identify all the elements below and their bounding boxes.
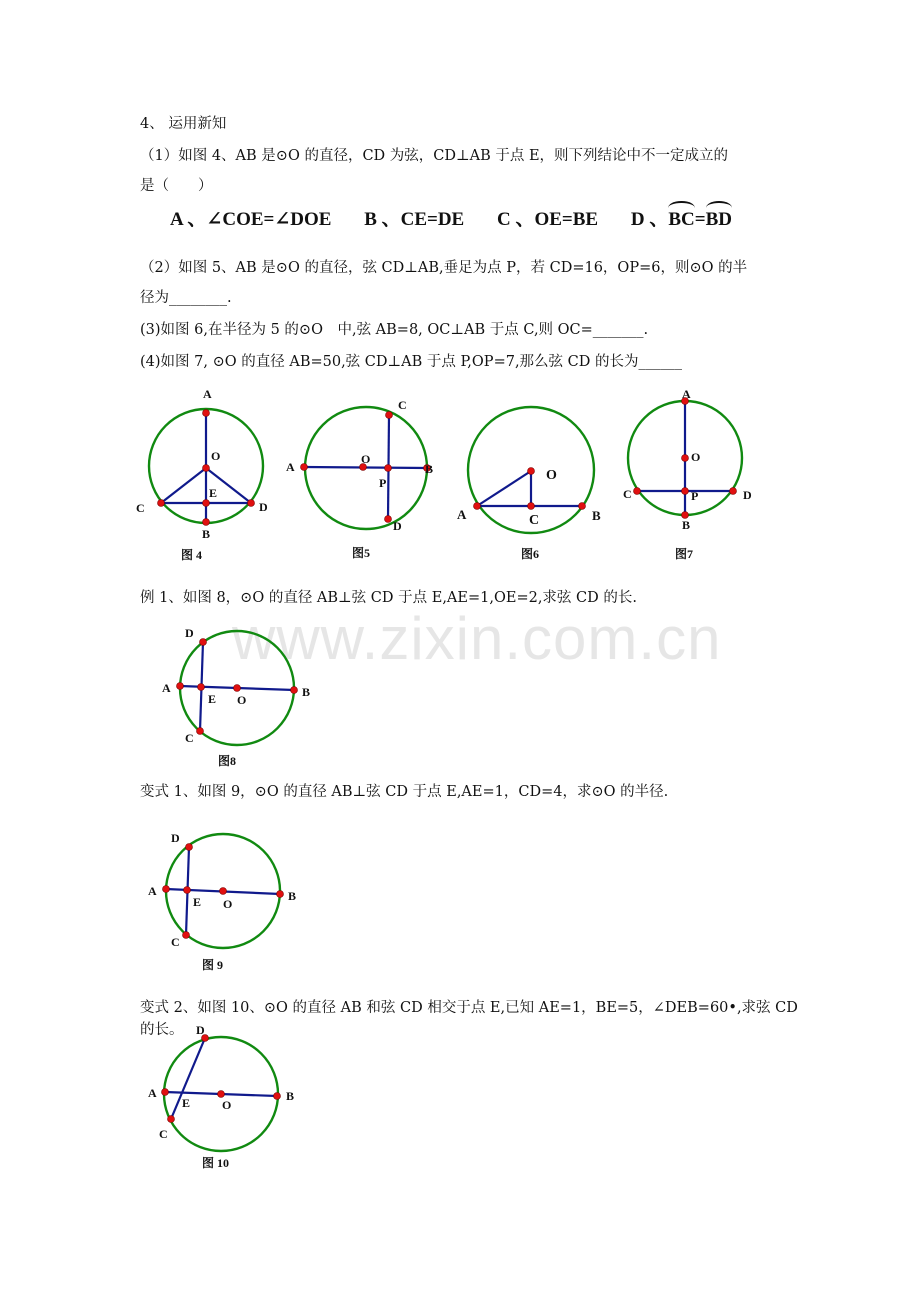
fig7-label-o: O [691, 450, 701, 464]
fig10-caption: 图 10 [202, 1156, 230, 1170]
fig5-caption: 图5 [352, 546, 371, 560]
fig4-label-e: E [209, 486, 218, 500]
fig5-point-c [386, 412, 393, 419]
fig5-label-a: A [286, 460, 295, 474]
fig10-label-a: A [148, 1086, 157, 1100]
fig8-point-b [291, 687, 298, 694]
fig7-label-d: D [743, 488, 752, 502]
fig5-label-p: P [379, 476, 387, 490]
fig6-label-c: C [529, 513, 540, 528]
fig10-point-o [218, 1091, 225, 1098]
fig10-label-e: E [182, 1096, 191, 1110]
fig9-point-e [184, 887, 191, 894]
variation-1-text: 变式 1、如图 9，⊙O 的直径 AB⊥弦 CD 于点 E,AE=1，CD=4，求⊙O 的半径. [140, 784, 669, 800]
fig8-point-c [197, 728, 204, 735]
fig10-label-d: D [196, 1023, 205, 1037]
fig4-point-a [203, 410, 210, 417]
option-b[interactable]: B 、CE=DE [364, 209, 465, 230]
fig10-label-o: O [222, 1098, 232, 1112]
fig8-point-o [234, 685, 241, 692]
fig7-point-d [730, 488, 737, 495]
fig6-caption: 图6 [521, 547, 540, 561]
fig6-label-o: O [546, 468, 557, 483]
q3-text: (3)如图 6,在半径为 5 的⊙O 中,弦 AB=8, OC⊥AB 于点 C,则 OC=_______. [140, 322, 649, 338]
fig9-point-o [220, 888, 227, 895]
fig9-label-a: A [148, 884, 157, 898]
option-d-eq: = [694, 209, 706, 230]
fig8-label-a: A [162, 681, 171, 695]
fig7-point-c [634, 488, 641, 495]
fig6-point-o [528, 468, 535, 475]
fig9-label-c: C [171, 935, 180, 949]
fig8-label-e: E [208, 692, 217, 706]
arc-bd: BD [705, 209, 732, 230]
figure-8 [155, 622, 320, 772]
fig4-label-o: O [211, 449, 221, 463]
option-d-prefix: D 、 [630, 209, 669, 230]
fig4-point-d [248, 500, 255, 507]
fig10-label-c: C [159, 1127, 168, 1141]
fig8-label-b: B [302, 685, 311, 699]
fig9-caption: 图 9 [202, 958, 224, 972]
fig7-point-p [682, 488, 689, 495]
fig7-label-a: A [682, 387, 691, 401]
fig9-label-d: D [171, 831, 180, 845]
fig9-point-b [277, 891, 284, 898]
q2-text-line2: 径为________. [140, 290, 232, 306]
figure-7 [615, 385, 765, 565]
figure-10 [140, 1020, 310, 1175]
fig5-point-d [385, 516, 392, 523]
fig8-caption: 图8 [218, 754, 237, 768]
figure-9 [140, 826, 310, 976]
fig8-point-e [198, 684, 205, 691]
figure-6 [450, 400, 610, 565]
fig7-label-c: C [623, 487, 632, 501]
section-title: 4、 运用新知 [140, 116, 227, 132]
fig8-point-a [177, 683, 184, 690]
fig4-label-a: A [203, 387, 212, 401]
fig8-label-c: C [185, 731, 194, 745]
figure-4 [130, 385, 280, 565]
fig10-point-a [162, 1089, 169, 1096]
fig9-label-o: O [223, 897, 233, 911]
fig6-point-a [474, 503, 481, 510]
fig5-label-b: B [425, 462, 434, 476]
variation-2-text-line2: 的长。 [140, 1022, 184, 1038]
fig9-label-b: B [288, 889, 297, 903]
fig4-label-b: B [202, 527, 211, 541]
fig4-point-o [203, 465, 210, 472]
fig4-label-d: D [259, 500, 268, 514]
fig4-point-c [158, 500, 165, 507]
fig4-caption: 图 4 [181, 548, 203, 562]
fig8-label-o: O [237, 693, 247, 707]
fig6-point-c [528, 503, 535, 510]
variation-2-text-line1: 变式 2、如图 10、⊙O 的直径 AB 和弦 CD 相交于点 E,已知 AE=1，BE=5，∠DEB=60•,求弦 CD [140, 1000, 798, 1016]
option-c[interactable]: C 、OE=BE [496, 209, 599, 230]
fig5-point-a [301, 464, 308, 471]
option-a[interactable]: A 、∠COE=∠DOE [170, 209, 332, 230]
fig9-point-d [186, 844, 193, 851]
fig6-label-b: B [592, 508, 601, 523]
fig7-caption: 图7 [675, 547, 694, 561]
fig8-point-d [200, 639, 207, 646]
fig10-point-c [168, 1116, 175, 1123]
fig10-point-b [274, 1093, 281, 1100]
fig7-point-o [682, 455, 689, 462]
q4-text: (4)如图 7, ⊙O 的直径 AB=50,弦 CD⊥AB 于点 P,OP=7,那么弦 CD 的长为______ [140, 354, 682, 370]
fig10-label-b: B [286, 1089, 295, 1103]
fig4-point-b [203, 519, 210, 526]
fig8-label-d: D [185, 626, 194, 640]
fig6-point-b [579, 503, 586, 510]
fig6-label-a: A [457, 507, 467, 522]
q1-options [170, 204, 732, 231]
fig7-label-b: B [682, 518, 691, 532]
fig5-label-c: C [398, 398, 407, 412]
fig6-segment-oa [477, 471, 531, 506]
fig5-label-d: D [393, 519, 402, 533]
q1-text-line1: （1）如图 4、AB 是⊙O 的直径，CD 为弦，CD⊥AB 于点 E，则下列结论中不一定成立的 [140, 148, 729, 164]
fig4-point-e [203, 500, 210, 507]
watermark: www.zixin.com.cn [232, 605, 722, 672]
fig9-label-e: E [193, 895, 202, 909]
option-d[interactable] [631, 209, 732, 230]
fig4-label-c: C [136, 501, 145, 515]
fig9-point-c [183, 932, 190, 939]
fig5-point-p [385, 465, 392, 472]
fig9-point-a [163, 886, 170, 893]
arc-bc: BC [668, 209, 695, 230]
fig4-segment-oc [161, 468, 206, 503]
q1-text-line2: 是（ ） [140, 178, 213, 194]
figure-5 [280, 390, 440, 565]
fig7-label-p: P [691, 489, 699, 503]
q2-text-line1: （2）如图 5、AB 是⊙O 的直径，弦 CD⊥AB,垂足为点 P，若 CD=16，OP=6，则⊙O 的半 [140, 260, 748, 276]
fig5-label-o: O [361, 452, 371, 466]
example-1-text: 例 1、如图 8，⊙O 的直径 AB⊥弦 CD 于点 E,AE=1,OE=2,求弦 CD 的长. [140, 590, 637, 606]
